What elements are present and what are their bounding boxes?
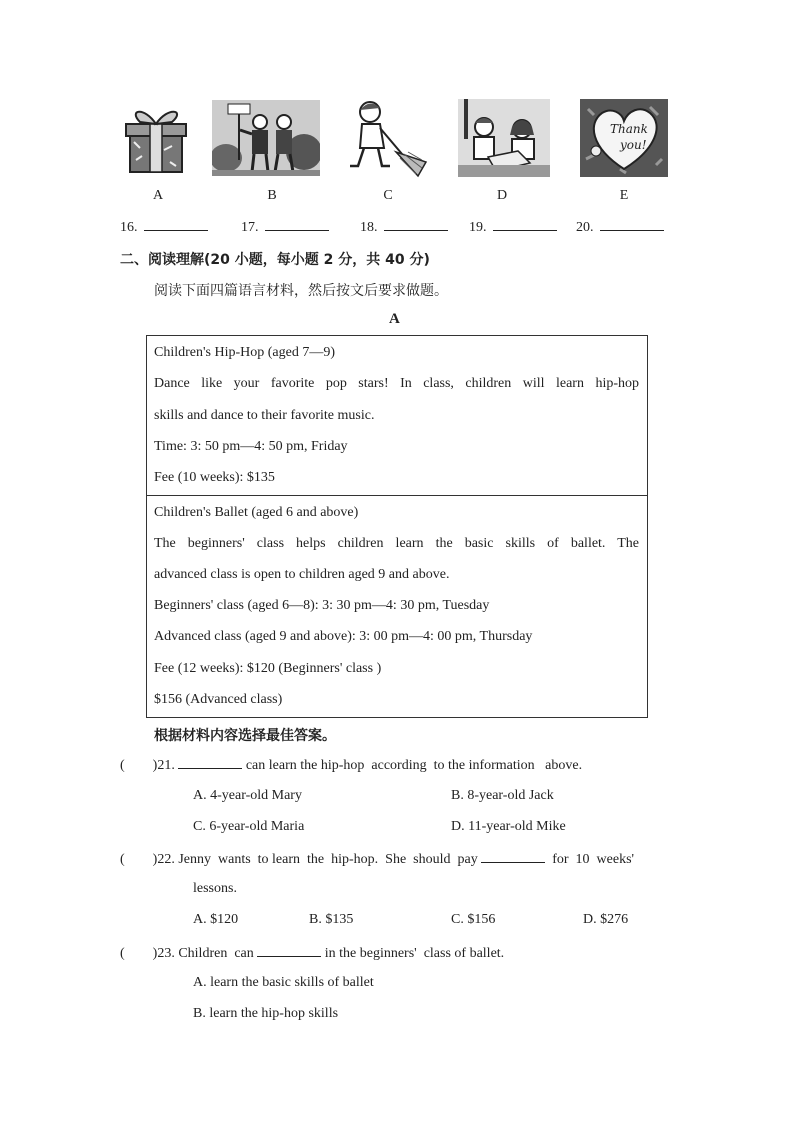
- answer-line: [600, 218, 664, 231]
- ballet-beginners: Beginners' class (aged 6—8): 3: 30 pm—4: 30 pm, Tuesday: [154, 598, 490, 613]
- gift-box-icon: [114, 100, 202, 176]
- q22-option-b[interactable]: B. $135: [309, 912, 354, 927]
- question-text: can learn the hip-hop according to the information above.: [242, 758, 583, 773]
- answer-blank: [257, 944, 321, 957]
- question-22-continued: lessons.: [193, 881, 237, 896]
- giving-directions-icon: [212, 100, 320, 176]
- question-number: 21.: [157, 758, 179, 773]
- sweeping-boy-icon: [344, 98, 434, 178]
- blank-number: 16.: [120, 220, 138, 235]
- thank-you-picture: [580, 99, 668, 177]
- question-text: 23. Children can: [157, 946, 258, 961]
- sweeping-picture: [344, 98, 434, 178]
- answer-paren[interactable]: ( ): [120, 758, 158, 773]
- q22-option-c[interactable]: C. $156: [451, 912, 496, 927]
- question-text: 22. Jenny wants to learn the hip-hop. She should pay: [157, 852, 482, 867]
- directions-picture: [212, 100, 320, 176]
- question-text-end: for 10 weeks': [545, 852, 635, 867]
- ballet-title: Children's Ballet (aged 6 and above): [154, 505, 359, 520]
- answer-blank-18[interactable]: [360, 218, 448, 236]
- answer-line: [493, 218, 557, 231]
- answer-blank-19[interactable]: [469, 218, 557, 236]
- gift-box-picture: [114, 100, 202, 176]
- picture-label-c: C: [383, 188, 393, 203]
- hiphop-description-line2: skills and dance to their favorite music.: [154, 408, 375, 423]
- blank-number: 19.: [469, 220, 487, 235]
- picture-label-e: E: [619, 188, 629, 203]
- section-instruction: 阅读下面四篇语言材料，然后按文后要求做题。: [154, 283, 448, 299]
- answer-line: [384, 218, 448, 231]
- question-text-end: in the beginners' class of ballet.: [321, 946, 505, 961]
- hiphop-description-line1: Dance like your favorite pop stars! In class, children will learn hip-hop: [154, 376, 639, 391]
- hiphop-fee: Fee (10 weeks): $135: [154, 470, 275, 485]
- picture-label-b: B: [267, 188, 277, 203]
- answer-blank-16[interactable]: [120, 218, 208, 236]
- q23-option-b[interactable]: B. learn the hip-hop skills: [193, 1006, 339, 1021]
- table-divider: [147, 495, 647, 496]
- hiphop-title: Children's Hip-Hop (aged 7—9): [154, 345, 335, 360]
- ballet-description-line1: The beginners' class helps children learn the basic skills of ballet. The: [154, 536, 639, 551]
- answer-blank: [178, 756, 242, 769]
- ballet-advanced: Advanced class (aged 9 and above): 3: 00 pm—4: 00 pm, Thursday: [154, 629, 533, 644]
- question-23: [120, 944, 504, 962]
- answer-blank-20[interactable]: [576, 218, 664, 236]
- q21-option-c[interactable]: C. 6-year-old Maria: [193, 819, 305, 834]
- answer-line: [144, 218, 208, 231]
- q21-option-d[interactable]: D. 11-year-old Mike: [451, 819, 566, 834]
- question-22: [120, 850, 634, 868]
- picture-label-a: A: [152, 188, 164, 203]
- answer-blank-17[interactable]: [241, 218, 329, 236]
- answer-paren[interactable]: ( ): [120, 946, 158, 961]
- passage-label: A: [389, 311, 400, 327]
- ballet-description-line2: advanced class is open to children aged 9 and above.: [154, 567, 450, 582]
- answer-blank: [481, 850, 545, 863]
- choose-instruction: 根据材料内容选择最佳答案。: [154, 728, 336, 744]
- q23-option-a[interactable]: A. learn the basic skills of ballet: [193, 975, 374, 990]
- question-21: [120, 756, 582, 774]
- course-table: [146, 335, 648, 718]
- picture-label-d: D: [496, 188, 508, 203]
- blank-number: 20.: [576, 220, 594, 235]
- ballet-fee-advanced: $156 (Advanced class): [154, 692, 283, 707]
- ballet-fee-beginners: Fee (12 weeks): $120 (Beginners' class ): [154, 661, 382, 676]
- q21-option-a[interactable]: A. 4-year-old Mary: [193, 788, 302, 803]
- answer-line: [265, 218, 329, 231]
- q22-option-d[interactable]: D. $276: [583, 912, 629, 927]
- q21-option-b[interactable]: B. 8-year-old Jack: [451, 788, 554, 803]
- q22-option-a[interactable]: A. $120: [193, 912, 239, 927]
- blank-number: 18.: [360, 220, 378, 235]
- answer-paren[interactable]: ( ): [120, 852, 158, 867]
- svg-text:Thank: Thank: [610, 122, 648, 136]
- thank-you-heart-icon: [580, 99, 668, 177]
- studying-picture: [458, 99, 550, 177]
- svg-text:you!: you!: [620, 138, 647, 152]
- studying-together-icon: [458, 99, 550, 177]
- blank-number: 17.: [241, 220, 259, 235]
- section-title: 二、阅读理解(20 小题，每小题 2 分，共 40 分): [120, 252, 430, 268]
- hiphop-time: Time: 3: 50 pm—4: 50 pm, Friday: [154, 439, 348, 454]
